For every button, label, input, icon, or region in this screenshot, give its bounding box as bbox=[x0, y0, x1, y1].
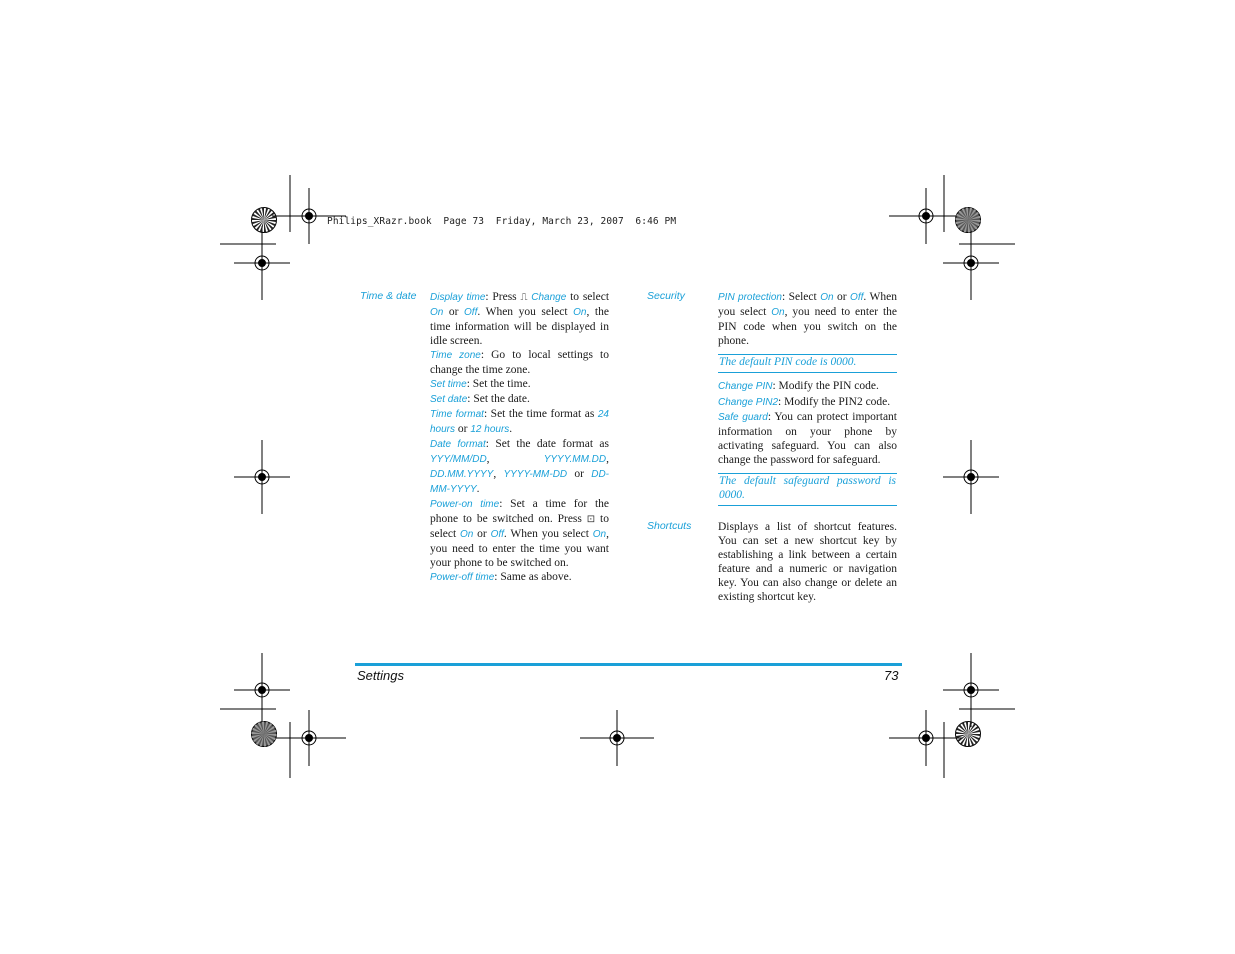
print-header: Philips_XRazr.book Page 73 Friday, March 23, 2007 6:46 PM bbox=[327, 216, 677, 227]
change-pin-entry: Change PIN: Modify the PIN code. bbox=[718, 380, 879, 392]
shortcuts-text: Displays a list of shortcut features. You can set a new shortcut key by establishing a link between a certain feature and a numeric or navigation key. You can also change or delete an existing shortcut key. bbox=[718, 521, 897, 603]
display-time-entry: Display time: Press ⎍ Change to select On or Off. When you select On, the time information will be displayed in idle screen. bbox=[430, 291, 610, 347]
footer-chapter: Settings bbox=[357, 668, 404, 683]
crosshair-mark bbox=[234, 226, 290, 300]
menu-softkey-icon: ⎍ bbox=[520, 292, 528, 303]
crosshair-mark bbox=[943, 653, 999, 727]
crosshair-mark bbox=[580, 710, 654, 766]
power-on-entry: Power-on time: Set a time for the phone to be switched on. Press ⊡ to select On or Off. When you select On, you need to enter the time you want your phone to be switched on. bbox=[430, 498, 609, 569]
note-default-safeguard: The default safeguard password is 0000. bbox=[718, 473, 897, 506]
ok-key-icon: ⊡ bbox=[586, 514, 596, 525]
set-time-entry: Set time: Set the time. bbox=[430, 378, 531, 390]
crosshair-mark bbox=[889, 710, 963, 766]
section-title-time-date: Time & date bbox=[360, 290, 417, 302]
crosshair-mark bbox=[943, 226, 999, 300]
starburst-mark bbox=[956, 722, 981, 747]
crosshair-mark bbox=[272, 710, 346, 766]
gray-calibration-mark bbox=[956, 208, 981, 233]
note-default-pin: The default PIN code is 0000. bbox=[718, 354, 897, 373]
section-title-security: Security bbox=[647, 290, 685, 302]
time-format-entry: Time format: Set the time format as 24 hours or 12 hours. bbox=[430, 408, 609, 435]
security-body bbox=[718, 290, 897, 512]
change-pin2-entry: Change PIN2: Modify the PIN2 code. bbox=[718, 396, 891, 408]
power-off-entry: Power-off time: Same as above. bbox=[430, 571, 572, 583]
time-date-body bbox=[430, 290, 609, 585]
pin-protection-entry: PIN protection: Select On or Off. When you select On, you need to enter the PIN code when you switch on the phone. bbox=[718, 291, 897, 347]
time-zone-entry: Time zone: Go to local settings to change the time zone. bbox=[430, 349, 609, 376]
crosshair-mark bbox=[943, 440, 999, 514]
safe-guard-entry: Safe guard: You can protect important information on your phone by activating safeguard. You can also change the password for safeguard. bbox=[718, 411, 897, 466]
footer-rule bbox=[355, 663, 902, 666]
date-format-entry: Date format: Set the date format as YYY/MM/DD, YYYY.MM.DD, DD.MM.YYYY, YYYY-MM-DD or DD-MM-YYYY. bbox=[430, 438, 609, 495]
gray-calibration-mark bbox=[252, 722, 277, 747]
section-title-shortcuts: Shortcuts bbox=[647, 520, 692, 532]
crosshair-mark bbox=[889, 188, 963, 244]
crosshair-mark bbox=[234, 653, 290, 727]
footer-page-number: 73 bbox=[884, 668, 899, 683]
crosshair-mark bbox=[234, 440, 290, 514]
starburst-mark bbox=[252, 208, 277, 233]
set-date-entry: Set date: Set the date. bbox=[430, 393, 530, 405]
shortcuts-body bbox=[718, 520, 897, 604]
